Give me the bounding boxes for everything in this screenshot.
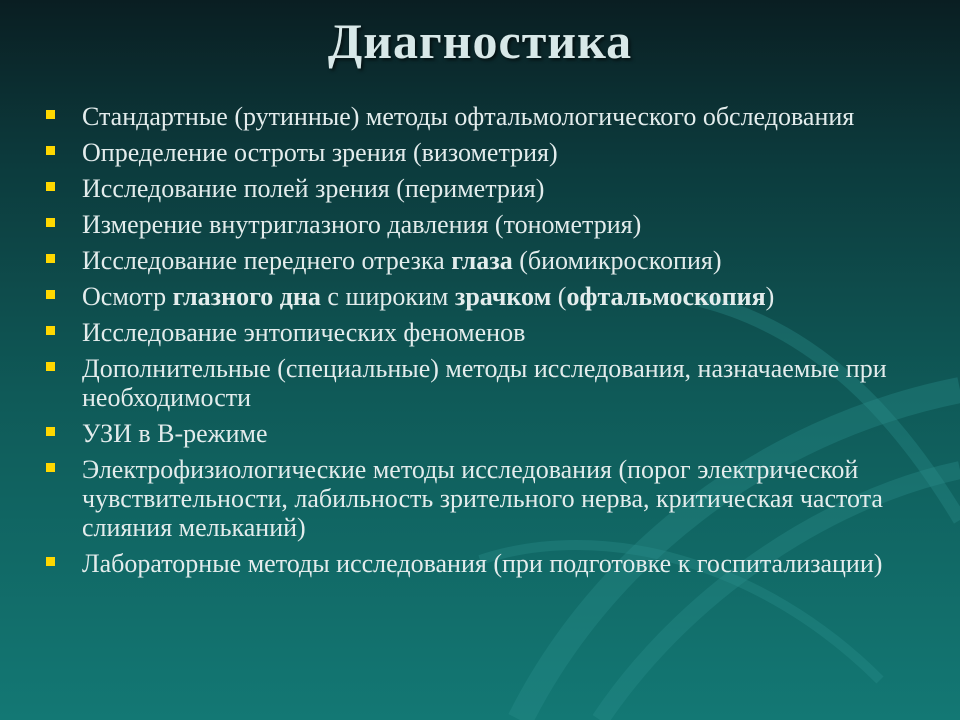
list-item	[44, 354, 924, 412]
text-segment: )	[765, 282, 775, 311]
bullet-list	[44, 102, 924, 585]
text-segment: (	[551, 282, 567, 311]
list-item	[44, 138, 924, 167]
list-item	[44, 419, 924, 448]
list-item	[44, 318, 924, 347]
text-segment: с широким	[320, 282, 455, 311]
square-bullet-icon	[46, 362, 55, 371]
slide-title: Диагностика	[327, 13, 633, 69]
text-segment: Исследование энтопических феноменов	[82, 318, 526, 347]
text-segment: Определение остроты зрения (визометрия)	[82, 138, 558, 167]
text-segment: Электрофизиологические методы исследования (порог электрической чувствительности, лабильность зрительного нерва, критическая частота слияния мельканий)	[82, 455, 883, 542]
square-bullet-icon	[46, 110, 55, 119]
text-segment: Дополнительные (специальные) методы исследования, назначаемые при необходимости	[82, 354, 887, 412]
text-segment: УЗИ в В-режиме	[82, 419, 268, 448]
square-bullet-icon	[46, 182, 55, 191]
text-segment: Исследование полей зрения (периметрия)	[82, 174, 545, 203]
list-item	[44, 549, 924, 578]
bold-text-segment: офтальмоскопия	[566, 282, 766, 311]
text-segment: Исследование переднего отрезка	[82, 246, 452, 275]
square-bullet-icon	[46, 218, 55, 227]
list-item	[44, 282, 924, 311]
text-segment: Лабораторные методы исследования (при подготовке к госпитализации)	[82, 549, 883, 578]
list-item	[44, 455, 924, 542]
list-item	[44, 210, 924, 239]
text-segment: Осмотр	[82, 282, 173, 311]
text-segment: Стандартные (рутинные) методы офтальмологического обследования	[82, 102, 855, 131]
list-item	[44, 102, 924, 131]
text-segment: Измерение внутриглазного давления (тонометрия)	[82, 210, 642, 239]
square-bullet-icon	[46, 290, 55, 299]
list-item	[44, 246, 924, 275]
bold-text-segment: зрачком	[454, 282, 552, 311]
list-item	[44, 174, 924, 203]
square-bullet-icon	[46, 146, 55, 155]
bold-text-segment: глазного дна	[172, 282, 321, 311]
square-bullet-icon	[46, 463, 55, 472]
square-bullet-icon	[46, 326, 55, 335]
square-bullet-icon	[46, 557, 55, 566]
text-segment: (биомикроскопия)	[512, 246, 722, 275]
square-bullet-icon	[46, 254, 55, 263]
bold-text-segment: глаза	[451, 246, 513, 275]
square-bullet-icon	[46, 427, 55, 436]
